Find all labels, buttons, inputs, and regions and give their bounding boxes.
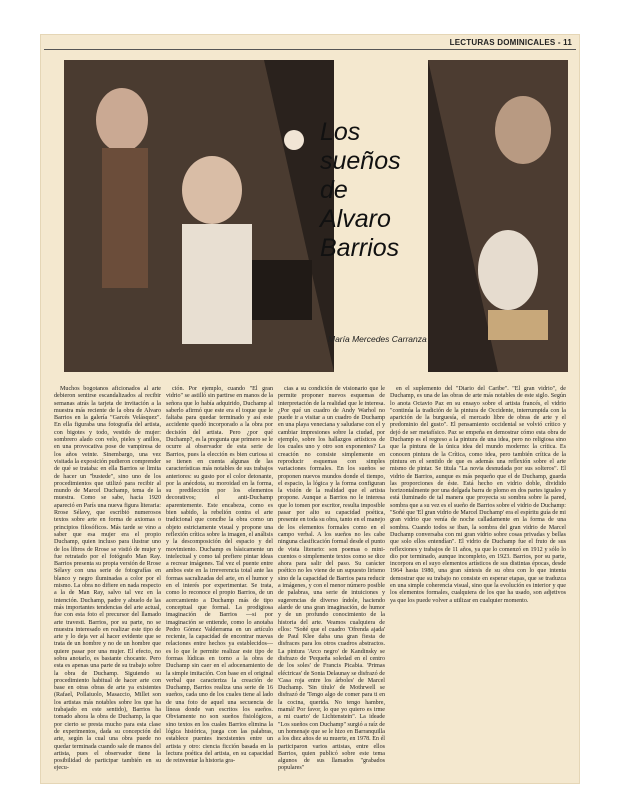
- left-photograph: [64, 60, 334, 372]
- right-photograph: [428, 60, 568, 372]
- article-title: [320, 118, 424, 263]
- title-line: Alvaro: [320, 205, 391, 233]
- column-text: ción. Por ejemplo, cuando "El gran vidrio" se astilló sin partirse en manos de la señora que lo había adquirido, Duchamp al saberlo afirmó que este era el toque que le faltaba para quedar terminado y así este accidente quedó incorporado a la obra por decisión del artista. Pero ¿por qué Duchamp?, es la pregunta que primero se le ocurre al observador de esta serie de Barrios, pues la elección es bien curiosa si se tienen en cuenta algunas de las características más notables de sus trabajos anteriores: su gusto por el color detonante, por la anécdota, su moroidad en la forma, su predilección por los elementos decorativos; el anti-Duchamp aparentemente. Este encabeza, como es bien sabido, la rebelión contra el arte tradicional que concibe la obra como un objeto estrictamente visual y propone una reflexión crítica sobre la imagen, el análisis y la descomposición del espacio y del movimiento. Duchamp es básicamente un intelectual y como tal prefiere pintar ideas a recrear imágenes. Tal vez el puente entre ambos este en la irreverencia total ante las formas sacralizadas del arte, en el humor y en el interés por experimentar. Se trata, como lo reconoce el propio Barrios, de un acercamiento a Duchamp más de tipo conceptual que formal. La prodigiosa imaginación de Barrios —si por imaginación se entiende, como lo anotaba Pedro Gómez Valderrama en un artículo reciente, la capacidad de encontrar nuevas relaciones entre hechos ya establecidos— es lo que le permite realizar este tipo de formas lúdicas en torno a la obra de Duchamp sin caer en el adocenamiento de la simple imitación. Con base en el original verbal que caracteriza la creación de Duchamp, Barrios realiza una serie de 16 sueños, cada uno de los cuales tiene al lado de una foto de aquel una secuencia de líneas donde van escritos los sueños. Obviamente no son sueños fisiológicos, sino textos en los cuales Barrios elimina la lógica histórica, juega con las palabras, establece puentes inexistentes entre un artista y otro: ciencia ficción basada en la lectura poética del artista, en su capacidad de reinventar la historia gra-: [166, 386, 273, 765]
- newspaper-page: [40, 34, 580, 784]
- title-line: Barrios: [320, 234, 400, 262]
- title-line: Los: [320, 118, 361, 146]
- title-line: sueños: [320, 147, 401, 175]
- portrait-photo-icon: [64, 60, 334, 372]
- column-text: cias a su condición de visionario que le permite proponer nuevos esquemas de interpretación de la realidad que le interesa. ¿Por qué un cuadro de Andy Warhol no puede ir a visitar a un cuadro de Duchamp en una playa veneciana y saludarse con el y cambiar impresiones sobre la ciudad, por ejemplo, sobre los hallazgos artísticos de los cuales uno y otro son exponentes? La creación no consiste simplemente en reproducir esquemas con simples variaciones formales. En los sueños se proponen nuevos mundos donde el tiempo, el espacio, la lógica y la forma configuran la visión de la realidad que el artista propone. Aunque a Barrios no le interesa que lo tomen por escritor, resulta imposible pasar por alto su capacidad poética, presente en toda su obra, tanto en el manejo de los elementos formales como en el campo verbal. A los sueños no les cabe ninguna clasificación formal desde el punto de vista literario: son poemas o mini-cuentos o simplemente textos como se dice ahora para salir del paso. Su carácter poético no les viene de un supuesto lirismo sino de la capacidad de Barrios para reducir a imágenes, y con el menor número posible de palabras, una serie de intuiciones y sugerencias de diverso índole, haciendo alarde de una gran imaginación, de humor y de un profundo conocimiento de la historia del arte. Veamos cualquiera de ellos: "Soñé que el cuadro 'Ofrenda ajada' de Paul Klee daba una gran fiesta de disfraces para los otros cuadros abstractos. La pintura 'Arco negro' de Kandinsky se disfrazo de 'Pequeña soledad en el centro de los soles' de Francis Picabia. 'Primas eléctricas' de Sonia Delaunay se disfrazó de 'Casa roja entre los árboles' de Marcel Duchamp. 'Sin título' de Mothrwell se disfrazó de 'Tengo algo de comer para ti en la cocina, querida. No tengo hambre, mamá! Por favor, lo que yo quiero es irme a mi cuarto' de Lichtenstein". La ideade "Los sueños con Duchamp" surgió a raíz de un homenaje que se le hizo en Barranquilla a los diez años de su muerte, en 1978. En él participaron varios artistas, entre ellos Barrios, quien publicó sobre este tema algunos de sus llamados "grabados populares": [278, 386, 385, 772]
- article-column-3: [278, 386, 385, 772]
- column-text: en el suplemento del "Diario del Caribe". "El gran vidrio", de Duchamp, es una de las obras de arte más notables de este siglo. Según lo anota Octavio Paz en su ensayo sobre el artista francés, el vidrio "continúa la tradición de la pintura de Occidente, interrumpida con la aparición de la burguesía, el mercado libre de obras de arte y el predominio del gusto". El pensamiento occidental se volvió crítico y dejó de ser metafísico. Paz se empeña en demostrar cómo esta obra de Duchamp es el regreso a la pintura de una idea, pero no religiosa sino que la pintura de la única idea del mundo moderno: la crítica. Es conocen pintura de la Crítica, como idea, pero también crítica de la pintura en el sentido de que es además una reflexión sobre el arte mismo de pintar. Se titula "La novia desnudada por sus solteros". El vidrio de Barrios, aunque es más pequeño que el de Duchamp, guarda las proporciones de éste. Está hecho en vidrio doble, dividido horizontalmente por una delgada barra de plomo en dos partes iguales y está iluminado de tal manera que proyecta su sombra sobre la pared, sombra que a su vez es el sueño de Barrios sobre el vidrio de Duchamp: "Soñé que 'El gran vidrio de Marcel Duchamp' era el espíritu guía de mi gran vidrio que venía de noche calladamente en la forma de una sombra. Cuando todos se iban, la sombra del gran vidrio de Marcel Duchamp conversaba con mi gran vidrio sobre cosas privadas y bellas que solo ellos entendían". El vidrio de Duchamp fue el fruto de sus reflexiones y trabajos de 11 años, ya que lo comenzó en 1912 y sólo lo dio por terminado, aunque incompleto, en 1923. Barrios, por su parte, incorpora en el suyo elementos artísticos de sus distintas épocas, desde 1964 hasta 1980, una gran síntesis de su obra con lo que intenta demostrar que su trabajo no consiste en esperar etapas, que se traduzca en una simple coherencia visual, sino que la evolución es interior y que los elementos formales, cualquiera de los que ha usado, son adjetivos ya que los puede volver a utilizar en cualquier momento.: [390, 386, 566, 604]
- author-byline: María Mercedes Carranza: [328, 334, 427, 344]
- header-rule: [44, 49, 576, 50]
- portrait-photo-icon: [428, 60, 568, 372]
- article-column-4: [390, 386, 566, 764]
- article-column-1: [54, 386, 161, 772]
- title-line: de: [320, 176, 348, 204]
- column-text: Muchos bogotanos aficionados al arte debieron sentirse escandalizados al recibir semanas atrás la tarjeta de invitación a la muestra más reciente de la obra de Alvaro Barrios en la galería "Garcés Velásquez". En ella figuraba una fotografía del artista, con bigotes y todo, vestido de mujer: sombrero alado con velo, pieles y anillos, en una provocativa pose de vampiresa de los años veinte. Sinembargo, una vez visitada la exposición pudieron comprender de qué se trataba: en ella Barrios se limita de hacer un "bustede", sino uno de los procedimientos que utilizó para recibir al mundo de Marcel Duchamp, tema de la muestra. Como se sabe, hacia 1920 apareció en París una nueva figura literaria: Rrose Sélavy, que escribió numerosos textos sobre arte en forma de axiomas o principios filosóficos. Más tarde se vino a saber que esa mujer era el propio Duchamp, quien incluso para ilustrar uno de los libros de Rrose se vistió de mujer y fue retratado por el fotógrafo Man Ray. Barrios presenta su propia versión de Rrose Sélavy con una serie de fotografías en blanco y negro iluminadas a color por el mismo. La obra no difiere en nada respecto a la de Man Ray, salvo tal vez en la intención. Duchamp, padre y abuelo de las más importantes tendencias del arte actual, fue con esta foto el precursor del llamado arte travesti. Barrios, por su parte, no se muestra interesado en realizar este tipo de arte y lo deja ver al hacer evidente que se trata de un hombre y no de un hombre que quiere pasar por una mujer. El efecto, no sobra anotarlo, es bastante chocante. Pero esta es apenas una parte de su trabajo sobre la obra de Duchamp. Siguiendo su procedimiento habitual de hacer arte con base en otras obras de arte ya existentes (Rafael, Pollaiuolo, Masaccio, Millet son los artistas más notables sobre los que ha trabajado en este sentido), Barrios ha tomado ahora la obra de Duchamp, la que por cierto se presta mucho para esta clase de experimentos, dada su concepción del arte, según la cual una obra puede no quedar terminada cuando sale de manos del artista, pues el observador tiene la posibilidad de participar también en su ejecu-: [54, 386, 161, 772]
- article-column-2: [166, 386, 273, 764]
- page-header: LECTURAS DOMINICALES - 11: [449, 38, 572, 47]
